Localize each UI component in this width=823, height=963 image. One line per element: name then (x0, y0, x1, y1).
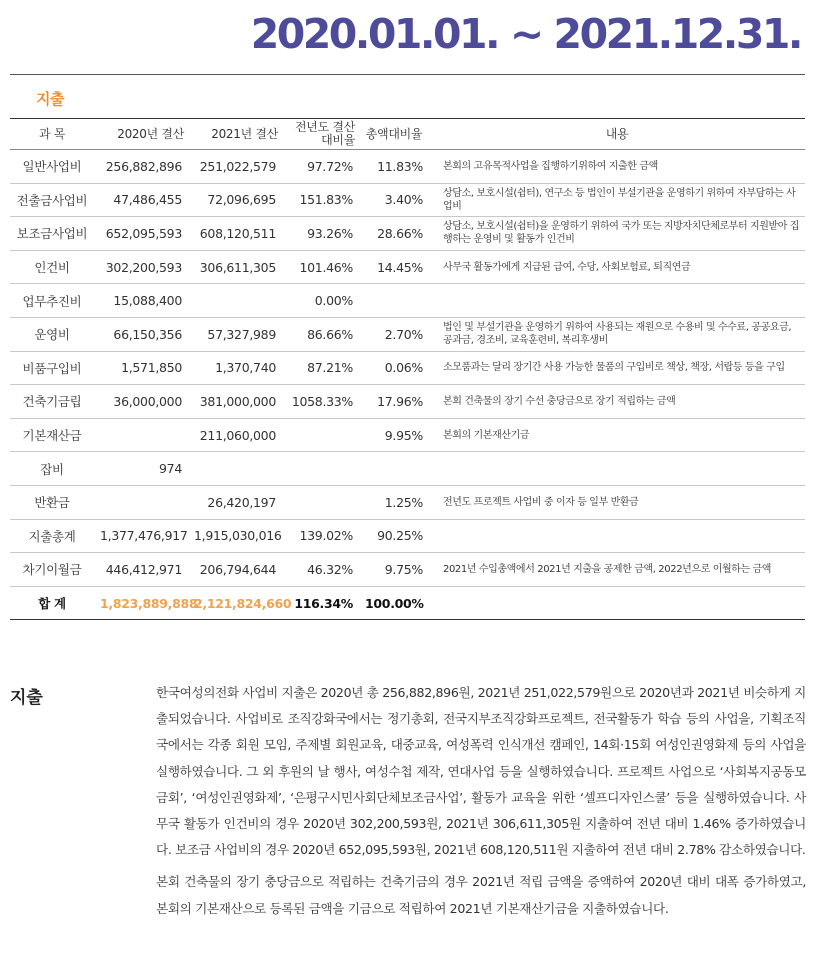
row-description (429, 284, 805, 318)
value-2021: 608,120,511 (188, 217, 282, 251)
value-2021 (188, 452, 282, 486)
table-header-row (10, 119, 805, 150)
row-description: 법인 및 부설기관을 운영하기 위하여 사용되는 재원으로 수용비 및 수수료, 공공요금, 공과금, 경조비, 교육훈련비, 복리후생비 (429, 317, 805, 351)
table-row (10, 317, 805, 351)
table-row (10, 452, 805, 486)
column-header: 2021년 결산 (188, 119, 282, 150)
value-2020: 15,088,400 (94, 284, 188, 318)
row-description: 상담소, 보호시설(쉼터), 연구소 등 법인이 부설기관을 운영하기 위하여 자부담하는 사업비 (429, 183, 805, 217)
value-2021: 306,611,305 (188, 250, 282, 284)
value-2021: 57,327,989 (188, 317, 282, 351)
top-divider (10, 74, 805, 75)
yoy-ratio: 151.83% (282, 183, 359, 217)
share-ratio: 100.00% (359, 586, 429, 620)
row-description: 본회의 고유목적사업을 집행하기위하여 지출한 금액 (429, 150, 805, 184)
share-ratio: 14.45% (359, 250, 429, 284)
value-2021: 2,121,824,660 (188, 586, 282, 620)
table-row (10, 284, 805, 318)
table-row (10, 553, 805, 587)
share-ratio: 0.06% (359, 351, 429, 385)
value-2020: 652,095,593 (94, 217, 188, 251)
share-ratio: 11.83% (359, 150, 429, 184)
value-2020: 1,571,850 (94, 351, 188, 385)
column-header: 과 목 (10, 119, 94, 150)
row-name: 건축기금립 (10, 385, 94, 419)
row-name: 기본재산금 (10, 418, 94, 452)
share-ratio (359, 284, 429, 318)
body-text (156, 680, 806, 922)
row-description: 본회의 기본재산기금 (429, 418, 805, 452)
row-name: 인건비 (10, 250, 94, 284)
share-ratio: 1.25% (359, 485, 429, 519)
share-ratio: 17.96% (359, 385, 429, 419)
row-name: 비품구입비 (10, 351, 94, 385)
yoy-ratio: 86.66% (282, 317, 359, 351)
table-row (10, 485, 805, 519)
value-2021: 206,794,644 (188, 553, 282, 587)
row-name: 일반사업비 (10, 150, 94, 184)
yoy-ratio (282, 485, 359, 519)
value-2020 (94, 418, 188, 452)
yoy-ratio: 139.02% (282, 519, 359, 553)
value-2020: 66,150,356 (94, 317, 188, 351)
value-2020: 36,000,000 (94, 385, 188, 419)
value-2020: 1,823,889,888 (94, 586, 188, 620)
table-row (10, 183, 805, 217)
row-description (429, 519, 805, 553)
value-2020: 256,882,896 (94, 150, 188, 184)
table-row (10, 418, 805, 452)
row-description: 사무국 활동가에게 지급된 급여, 수당, 사회보험료, 퇴직연금 (429, 250, 805, 284)
share-ratio: 2.70% (359, 317, 429, 351)
row-description: 본회 건축물의 장기 수선 충당금으로 장기 적립하는 금액 (429, 385, 805, 419)
table-row (10, 250, 805, 284)
share-ratio (359, 452, 429, 486)
value-2021: 26,420,197 (188, 485, 282, 519)
yoy-ratio: 0.00% (282, 284, 359, 318)
row-name: 잡비 (10, 452, 94, 486)
column-header (282, 119, 359, 150)
table-row (10, 351, 805, 385)
row-name: 반환금 (10, 485, 94, 519)
value-2021: 1,370,740 (188, 351, 282, 385)
yoy-ratio (282, 418, 359, 452)
row-description (429, 586, 805, 620)
row-description: 소모품과는 달리 장기간 사용 가능한 물품의 구입비로 책상, 책장, 서랍등 등을 구입 (429, 351, 805, 385)
yoy-ratio: 101.46% (282, 250, 359, 284)
row-description: 전년도 프로젝트 사업비 중 이자 등 일부 반환금 (429, 485, 805, 519)
share-ratio: 9.95% (359, 418, 429, 452)
table-total-row (10, 586, 805, 620)
yoy-ratio: 46.32% (282, 553, 359, 587)
value-2020: 302,200,593 (94, 250, 188, 284)
row-description: 2021년 수입총액에서 2021년 지출을 공제한 금액, 2022년으로 이월하는 금액 (429, 553, 805, 587)
yoy-ratio: 93.26% (282, 217, 359, 251)
value-2021: 1,915,030,016 (188, 519, 282, 553)
table-row (10, 385, 805, 419)
body-heading: 지출 (10, 688, 43, 708)
table-row (10, 217, 805, 251)
column-header: 2020년 결산 (94, 119, 188, 150)
value-2021: 211,060,000 (188, 418, 282, 452)
value-2020: 1,377,476,917 (94, 519, 188, 553)
period-title: 2020.01.01. ~ 2021.12.31. (250, 10, 801, 58)
value-2020: 446,412,971 (94, 553, 188, 587)
body-paragraph: 본회 건축물의 장기 충당금으로 적립하는 건축기금의 경우 2021년 적립 금액을 증액하여 2020년 대비 대폭 증가하였고, 본회의 기본재산으로 등록된 금액을 기금으로 적립하여 2021년 기본재산기금을 지출하였습니다. (156, 874, 806, 916)
value-2021: 251,022,579 (188, 150, 282, 184)
row-name: 차기이월금 (10, 553, 94, 587)
row-name: 지출총계 (10, 519, 94, 553)
row-name: 운영비 (10, 317, 94, 351)
value-2020: 47,486,455 (94, 183, 188, 217)
column-header: 내용 (429, 119, 805, 150)
expenditure-table (10, 118, 805, 620)
yoy-ratio: 116.34% (282, 586, 359, 620)
yoy-ratio (282, 452, 359, 486)
share-ratio: 90.25% (359, 519, 429, 553)
table-row (10, 150, 805, 184)
row-description: 상담소, 보호시설(쉼터)을 운영하기 위하여 국가 또는 지방자치단체로부터 지원받아 집행하는 운영비 및 활동가 인건비 (429, 217, 805, 251)
share-ratio: 3.40% (359, 183, 429, 217)
column-header: 총액대비율 (359, 119, 429, 150)
table-row (10, 519, 805, 553)
row-name: 전출금사업비 (10, 183, 94, 217)
section-label-expenditure: 지출 (36, 90, 64, 108)
value-2020 (94, 485, 188, 519)
column-header-text: 전년도 결산 대비율 (295, 120, 355, 147)
yoy-ratio: 97.72% (282, 150, 359, 184)
row-description (429, 452, 805, 486)
row-name: 보조금사업비 (10, 217, 94, 251)
value-2020: 974 (94, 452, 188, 486)
share-ratio: 28.66% (359, 217, 429, 251)
body-paragraph: 한국여성의전화 사업비 지출은 2020년 총 256,882,896원, 2021년 251,022,579원으로 2020년과 2021년 비슷하게 지출되었습니다. 사업비로 조직강화국에서는 정기총회, 전국지부조직강화프로젝트, 전국활동가 학습 등의 사업을, 기획조직국에서는 각종 회원 모임, 주제별 회원교육, 대중교육, 여성폭력 인식개선 캠페인, 14회·15회 여성인권영화제 등의 사업을 실행하였습니다. 그 외 후원의 날 행사, 여성수첩 제작, 연대사업 등을 실행하였습니다. 프로젝트 사업으로 ‘사회복지공동모금회’, ‘여성인권영화제’, ‘은평구시민사회단체보조금사업’, 활동가 교육을 위한 ‘셀프디자인스쿨’ 등을 실행하였습니다. 사무국 활동가 인건비의 경우 2020년 302,200,593원, 2021년 306,611,305원 지출하여 전년 대비 1.46% 증가하였습니다. 보조금 사업비의 경우 2020년 652,095,593원, 2021년 608,120,511원 지출하여 전년 대비 2.78% 감소하였습니다. (156, 685, 806, 858)
yoy-ratio: 1058.33% (282, 385, 359, 419)
value-2021 (188, 284, 282, 318)
value-2021: 381,000,000 (188, 385, 282, 419)
row-name: 업무추진비 (10, 284, 94, 318)
row-name: 합 계 (10, 586, 94, 620)
yoy-ratio: 87.21% (282, 351, 359, 385)
share-ratio: 9.75% (359, 553, 429, 587)
value-2021: 72,096,695 (188, 183, 282, 217)
